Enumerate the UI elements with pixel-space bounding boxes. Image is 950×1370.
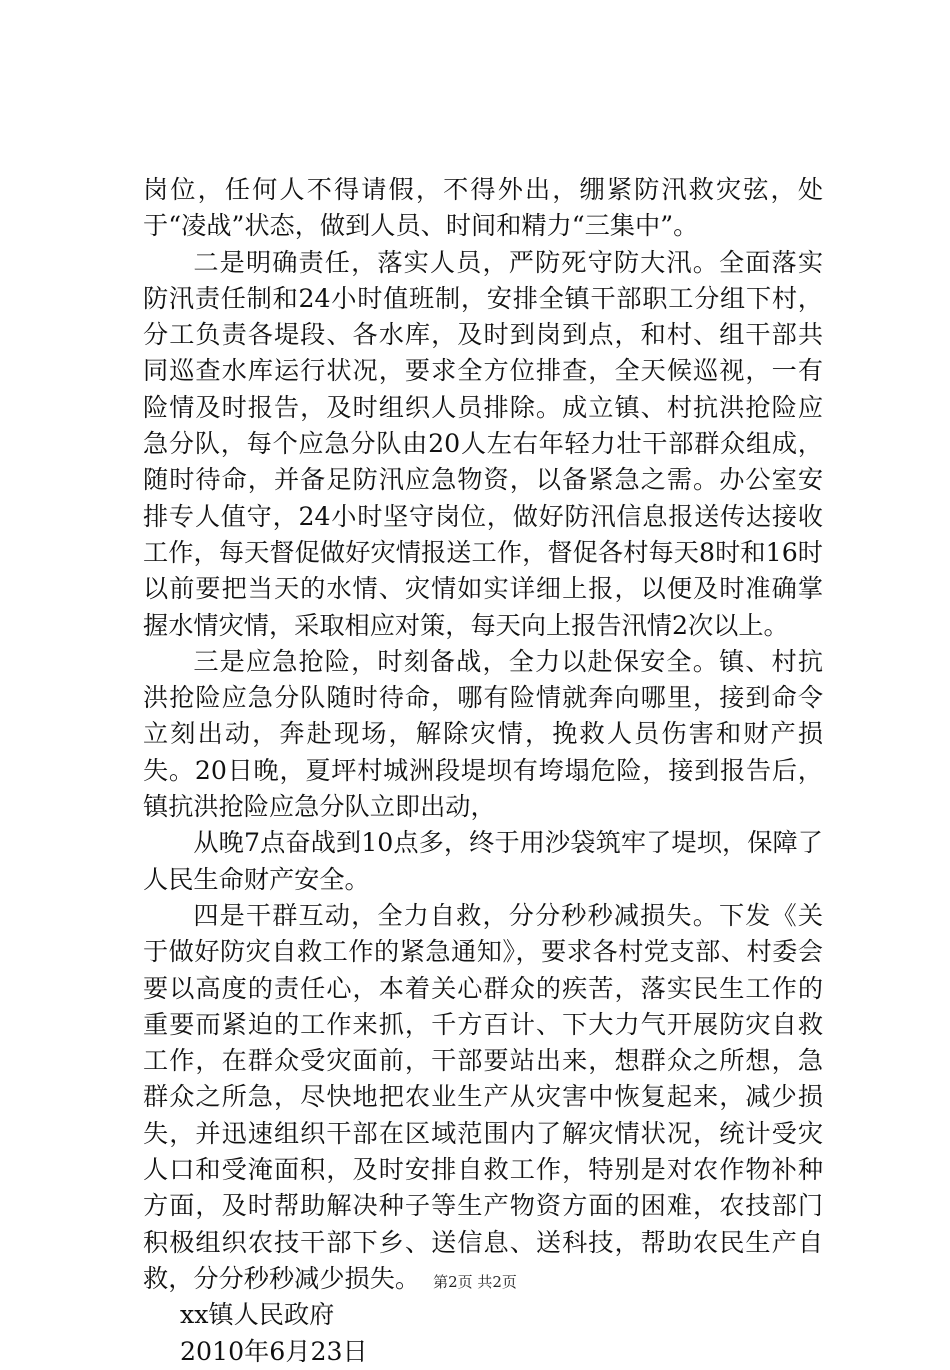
page-number-label: 第2页 共2页 [433,1273,517,1291]
paragraph-point-four: 四是干群互动，全力自救，分分秒秒减损失。下发《关于做好防灾自救工作的紧急通知》，要求各村党支部、村委会要以高度的责任心，本着关心群众的疾苦，落实民生工作的重要而紧迫的工作来抓，千方百计、下大力气开展防灾自救工作，在群众受灾面前，干部要站出来，想群众之所想，急群众之所急，尽快地把农业生产从灾害中恢复起来，减少损失，并迅速组织干部在区域范围内了解灾情状况，统计受灾人口和受淹面积，及时安排自救工作，特别是对农作物补种方面，及时帮助解决种子等生产物资方面的困难，农技部门积极组织农技干部下乡、送信息、送科技，帮助农民生产自救，分分秒秒减少损失。 [143,900,823,1293]
paragraph-continuation: 岗位，任何人不得请假，不得外出，绷紧防汛救灾弦，处于“凌战”状态，做到人员、时间和精力“三集中”。 [143,175,823,241]
document-body [143,172,823,1370]
signature-date: 2010年6月23日 [180,1336,368,1366]
page-footer [0,1272,950,1292]
signature-org: xx镇人民政府 [180,1300,335,1330]
paragraph-rescue-detail: 从晚7点奋战到10点多，终于用沙袋筑牢了堤坝，保障了人民生命财产安全。 [143,828,823,894]
paragraph-point-two: 二是明确责任，落实人员，严防死守防大汛。全面落实防汛责任制和24小时值班制，安排全镇干部职工分组下村，分工负责各堤段、各水库，及时到岗到点，和村、组干部共同巡查水库运行状况，要求全方位排查，全天候巡视，一有险情及时报告，及时组织人员排除。成立镇、村抗洪抢险应急分队，每个应急分队由20人左右年轻力壮干部群众组成，随时待命，并备足防汛应急物资，以备紧急之需。办公室安排专人值守，24小时坚守岗位，做好防汛信息报送传达接收工作，每天督促做好灾情报送工作，督促各村每天8时和16时以前要把当天的水情、灾情如实详细上报，以便及时准确掌握水情灾情，采取相应对策，每天向上报告汛情2次以上。 [143,247,823,640]
paragraph-point-three: 三是应急抢险，时刻备战，全力以赴保安全。镇、村抗洪抢险应急分队随时待命，哪有险情就奔向哪里，接到命令立刻出动，奔赴现场，解除灾情，挽救人员伤害和财产损失。20日晚，夏坪村城洲段堤坝有垮塌危险，接到报告后，镇抗洪抢险应急分队立即出动， [143,646,823,822]
